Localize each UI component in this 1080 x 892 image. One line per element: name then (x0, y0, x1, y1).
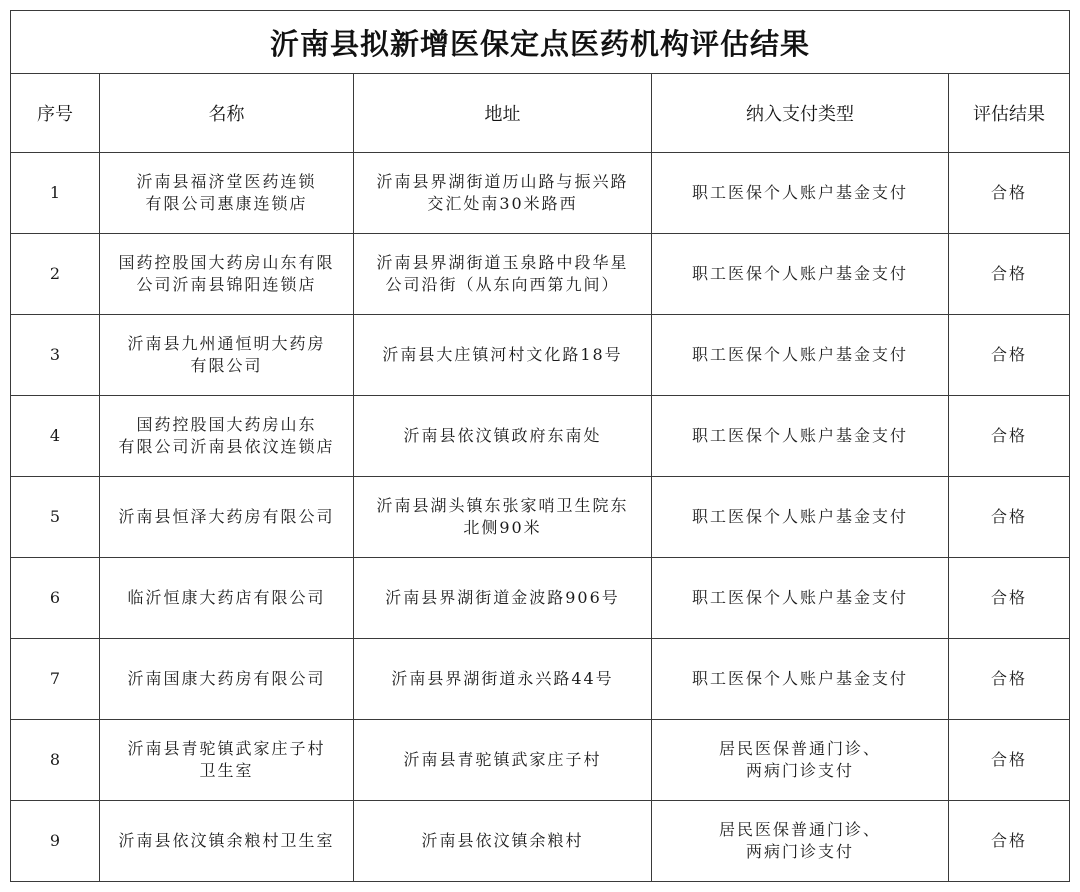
cell-index: 7 (11, 639, 100, 720)
cell-index: 9 (11, 801, 100, 882)
title-row (11, 11, 1070, 74)
cell-address-line: 沂南县界湖街道永兴路44号 (391, 669, 614, 688)
cell-payment-type-line: 居民医保普通门诊、 (718, 739, 881, 758)
cell-payment-type (652, 477, 949, 558)
cell-index: 6 (11, 558, 100, 639)
cell-name-line: 有限公司 (190, 356, 263, 375)
cell-payment-type-line: 职工医保个人账户基金支付 (691, 264, 908, 283)
cell-payment-type-line: 职工医保个人账户基金支付 (691, 183, 908, 202)
cell-payment-type-line: 职工医保个人账户基金支付 (691, 588, 908, 607)
cell-payment-type (652, 396, 949, 477)
cell-index: 2 (11, 234, 100, 315)
cell-name (100, 639, 354, 720)
table-row (11, 315, 1070, 396)
cell-payment-type (652, 315, 949, 396)
cell-address (354, 396, 652, 477)
cell-name-line: 有限公司沂南县依汶连锁店 (118, 437, 335, 456)
table-row (11, 153, 1070, 234)
cell-name (100, 153, 354, 234)
cell-name-line: 沂南县福济堂医药连锁 (136, 172, 317, 191)
header-row (11, 74, 1070, 153)
cell-name (100, 558, 354, 639)
cell-payment-type (652, 639, 949, 720)
cell-name (100, 477, 354, 558)
cell-address (354, 477, 652, 558)
cell-address-line: 沂南县界湖街道金波路906号 (385, 588, 620, 607)
cell-address-line: 沂南县大庄镇河村文化路18号 (382, 345, 623, 364)
cell-address-line: 沂南县依汶镇余粮村 (421, 831, 584, 850)
cell-result: 合格 (949, 639, 1070, 720)
cell-address (354, 315, 652, 396)
cell-address-line: 沂南县依汶镇政府东南处 (403, 426, 602, 445)
cell-payment-type-line: 职工医保个人账户基金支付 (691, 669, 908, 688)
cell-index: 1 (11, 153, 100, 234)
table-row (11, 396, 1070, 477)
header-result: 评估结果 (949, 74, 1070, 153)
cell-name-line: 沂南国康大药房有限公司 (127, 669, 326, 688)
cell-name-line: 国药控股国大药房山东有限 (118, 253, 335, 272)
cell-name-line: 临沂恒康大药店有限公司 (127, 588, 326, 607)
cell-name-line: 沂南县青驼镇武家庄子村 (127, 739, 326, 758)
table-row (11, 639, 1070, 720)
cell-address-line: 交汇处南30米路西 (427, 194, 578, 213)
header-index: 序号 (11, 74, 100, 153)
header-payment-type: 纳入支付类型 (652, 74, 949, 153)
cell-address-line: 沂南县湖头镇东张家哨卫生院东 (376, 496, 629, 515)
table-row (11, 558, 1070, 639)
cell-index: 8 (11, 720, 100, 801)
cell-name (100, 396, 354, 477)
cell-address (354, 801, 652, 882)
cell-result: 合格 (949, 477, 1070, 558)
cell-address-line: 沂南县界湖街道玉泉路中段华星 (376, 253, 629, 272)
cell-payment-type (652, 558, 949, 639)
cell-payment-type (652, 153, 949, 234)
header-name: 名称 (100, 74, 354, 153)
cell-index: 4 (11, 396, 100, 477)
cell-address (354, 234, 652, 315)
cell-name-line: 公司沂南县锦阳连锁店 (136, 275, 317, 294)
cell-payment-type-line: 职工医保个人账户基金支付 (691, 426, 908, 445)
cell-address-line: 北侧90米 (463, 518, 542, 537)
document-title: 沂南县拟新增医保定点医药机构评估结果 (11, 11, 1070, 74)
header-address: 地址 (354, 74, 652, 153)
cell-name-line: 沂南县依汶镇余粮村卫生室 (118, 831, 335, 850)
evaluation-results-sheet (10, 10, 1069, 882)
cell-result: 合格 (949, 234, 1070, 315)
cell-address (354, 153, 652, 234)
table-row (11, 720, 1070, 801)
cell-name-line: 沂南县恒泽大药房有限公司 (118, 507, 335, 526)
evaluation-results-table (10, 10, 1070, 882)
cell-name-line: 国药控股国大药房山东 (136, 415, 317, 434)
cell-payment-type-line: 两病门诊支付 (745, 761, 854, 780)
cell-address (354, 720, 652, 801)
cell-name-line: 沂南县九州通恒明大药房 (127, 334, 326, 353)
cell-result: 合格 (949, 720, 1070, 801)
cell-address-line: 沂南县青驼镇武家庄子村 (403, 750, 602, 769)
cell-index: 5 (11, 477, 100, 558)
cell-index: 3 (11, 315, 100, 396)
cell-name (100, 315, 354, 396)
cell-payment-type (652, 720, 949, 801)
cell-result: 合格 (949, 153, 1070, 234)
cell-address (354, 558, 652, 639)
table-row (11, 234, 1070, 315)
table-row (11, 477, 1070, 558)
cell-name (100, 234, 354, 315)
cell-result: 合格 (949, 396, 1070, 477)
cell-name (100, 801, 354, 882)
cell-payment-type (652, 801, 949, 882)
table-row (11, 801, 1070, 882)
cell-result: 合格 (949, 801, 1070, 882)
cell-name-line: 卫生室 (199, 761, 254, 780)
cell-address-line: 公司沿街（从东向西第九间） (385, 275, 620, 294)
cell-result: 合格 (949, 558, 1070, 639)
cell-payment-type-line: 居民医保普通门诊、 (718, 820, 881, 839)
cell-payment-type (652, 234, 949, 315)
cell-result: 合格 (949, 315, 1070, 396)
cell-address (354, 639, 652, 720)
cell-payment-type-line: 两病门诊支付 (745, 842, 854, 861)
cell-name-line: 有限公司惠康连锁店 (145, 194, 308, 213)
cell-name (100, 720, 354, 801)
cell-payment-type-line: 职工医保个人账户基金支付 (691, 507, 908, 526)
cell-payment-type-line: 职工医保个人账户基金支付 (691, 345, 908, 364)
cell-address-line: 沂南县界湖街道历山路与振兴路 (376, 172, 629, 191)
